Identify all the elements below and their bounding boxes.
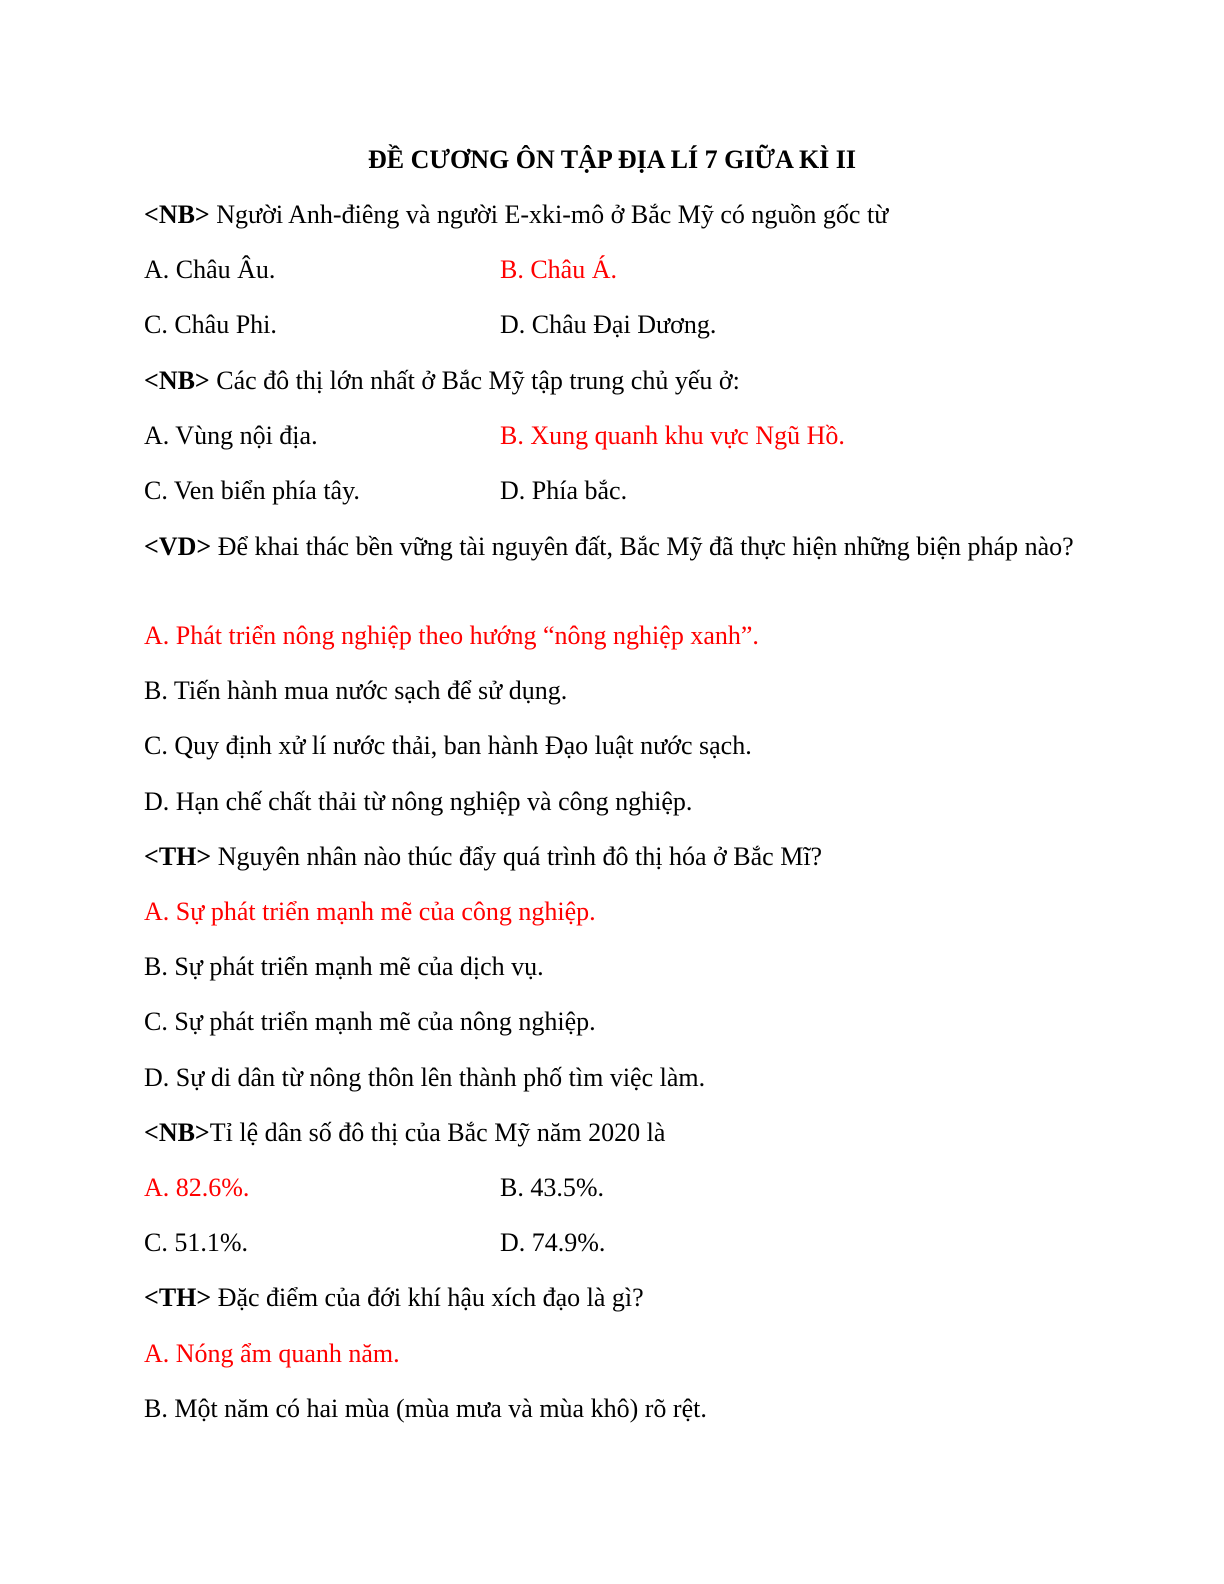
q6-option-b: B. Một năm có hai mùa (mùa mưa và mùa khô) rõ rệt. (144, 1394, 707, 1423)
q4-option-c: C. Sự phát triển mạnh mẽ của nông nghiệp. (144, 1007, 596, 1036)
question-level-tag: <NB> (144, 1118, 210, 1147)
question-level-tag: <NB> (144, 366, 210, 395)
q4-option-a-correct: A. Sự phát triển mạnh mẽ của công nghiệp. (144, 897, 596, 926)
question-level-tag: <VD> (144, 532, 212, 561)
question-level-tag: <TH> (144, 842, 212, 871)
q5-option-b: B. 43.5%. (500, 1173, 604, 1202)
question-level-tag: <NB> (144, 200, 210, 229)
q6-option-a-correct: A. Nóng ẩm quanh năm. (144, 1339, 400, 1368)
question-level-tag: <TH> (144, 1283, 212, 1312)
q3-option-b: B. Tiến hành mua nước sạch để sử dụng. (144, 676, 568, 705)
q3-option-d: D. Hạn chế chất thải từ nông nghiệp và công nghiệp. (144, 787, 693, 816)
question-5 (144, 1116, 665, 1150)
question-text: Người Anh-điêng và người E-xki-mô ở Bắc Mỹ có nguồn gốc từ (209, 200, 889, 229)
q5-option-c: C. 51.1%. (144, 1228, 248, 1257)
question-2 (144, 364, 740, 398)
question-6 (144, 1281, 644, 1315)
q1-option-c: C. Châu Phi. (144, 310, 277, 339)
question-text: Các đô thị lớn nhất ở Bắc Mỹ tập trung chủ yếu ở: (209, 366, 740, 395)
q5-option-d: D. 74.9%. (500, 1228, 606, 1257)
q4-option-b: B. Sự phát triển mạnh mẽ của dịch vụ. (144, 952, 544, 981)
q2-option-a: A. Vùng nội địa. (144, 421, 318, 450)
question-text: Tỉ lệ dân số đô thị của Bắc Mỹ năm 2020 là (209, 1118, 666, 1147)
q1-option-b-correct: B. Châu Á. (500, 255, 617, 284)
q3-option-c: C. Quy định xử lí nước thải, ban hành Đạo luật nước sạch. (144, 731, 752, 760)
q5-option-a-correct: A. 82.6%. (144, 1173, 250, 1202)
question-text: Để khai thác bền vững tài nguyên đất, Bắc Mỹ đã thực hiện những biện pháp nào? (211, 532, 1074, 561)
question-1 (144, 198, 888, 232)
q2-option-b-correct: B. Xung quanh khu vực Ngũ Hồ. (500, 421, 845, 450)
q1-option-d: D. Châu Đại Dương. (500, 310, 717, 339)
question-3 (144, 530, 1084, 564)
question-text: Đặc điểm của đới khí hậu xích đạo là gì? (211, 1283, 644, 1312)
question-4 (144, 840, 822, 874)
document-title: ĐỀ CƯƠNG ÔN TẬP ĐỊA LÍ 7 GIỮA KÌ II (367, 145, 857, 174)
q2-option-c: C. Ven biển phía tây. (144, 476, 360, 505)
q4-option-d: D. Sự di dân từ nông thôn lên thành phố tìm việc làm. (144, 1063, 706, 1092)
question-text: Nguyên nhân nào thúc đẩy quá trình đô thị hóa ở Bắc Mĩ? (211, 842, 823, 871)
q1-option-a: A. Châu Âu. (144, 255, 276, 284)
q3-option-a-correct: A. Phát triển nông nghiệp theo hướng “nông nghiệp xanh”. (144, 621, 759, 650)
q2-option-d: D. Phía bắc. (500, 476, 628, 505)
